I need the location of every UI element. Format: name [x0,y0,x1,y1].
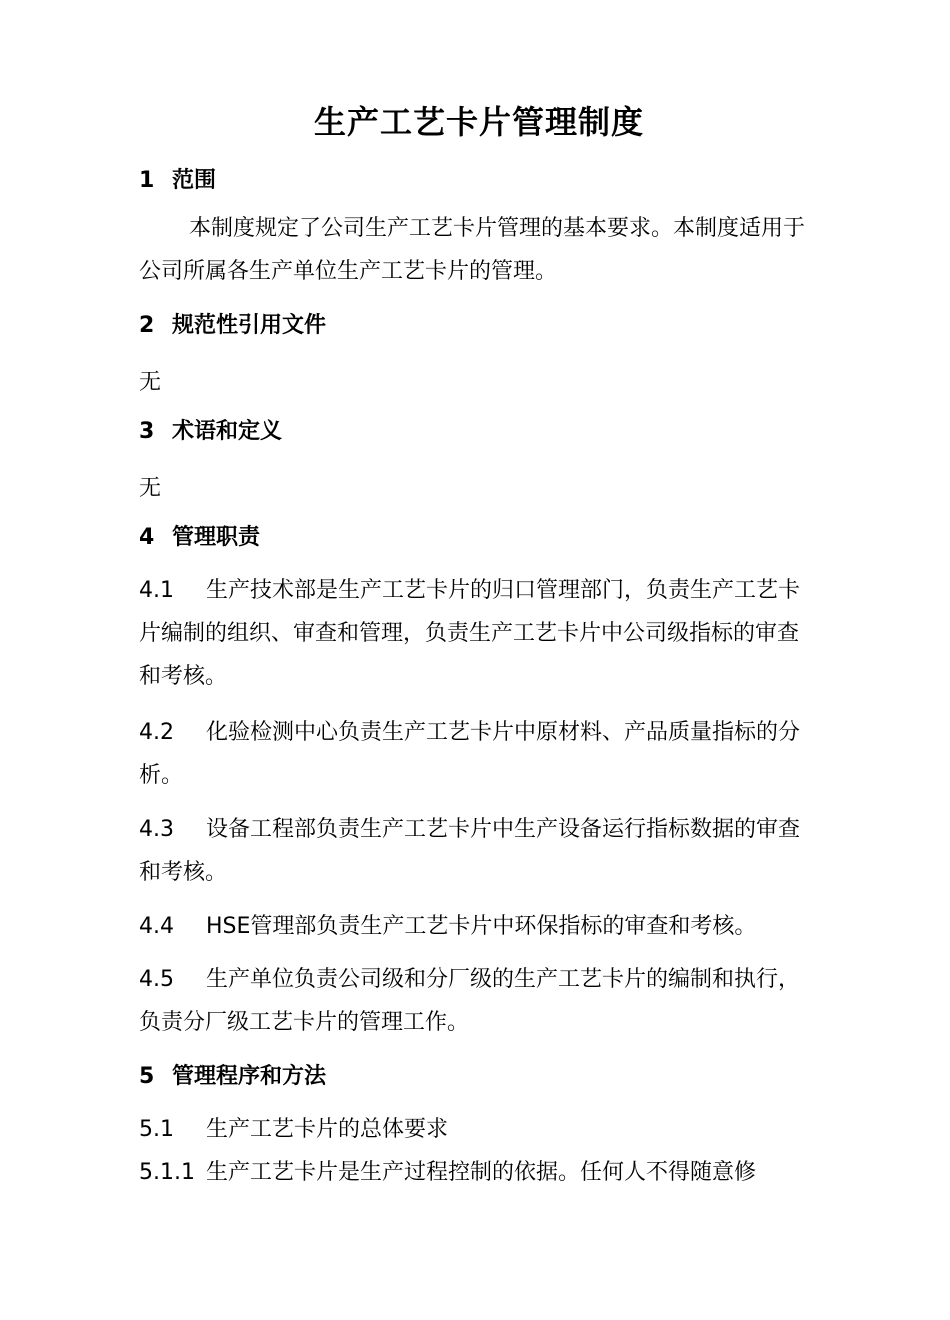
section-number: 4 [139,525,155,550]
item-text: 生产工艺卡片是生产过程控制的依据。任何人不得随意修 [206,1160,757,1185]
section-title: 范围 [172,168,217,193]
item-number: 4.1 [139,578,174,603]
list-item-4-1 [139,569,819,698]
item-number: 4.5 [139,967,174,992]
list-item-4-5 [139,958,819,1044]
item-text: HSE管理部负责生产工艺卡片中环保指标的审查和考核。 [206,914,757,939]
section-body-2: 无 [139,370,162,395]
section-title: 术语和定义 [172,419,283,444]
section-number: 1 [139,168,155,193]
item-number: 4.4 [139,914,174,939]
section-title: 规范性引用文件 [172,313,327,338]
item-text: 生产单位负责公司级和分厂级的生产工艺卡片的编制和执行，负责分厂级工艺卡片的管理工作。 [139,967,801,1035]
list-item-4-4 [139,905,819,948]
item-number: 5.1 [139,1117,174,1142]
section-heading-1 [139,166,216,196]
list-item-4-2 [139,711,819,797]
item-text: 设备工程部负责生产工艺卡片中生产设备运行指标数据的审查和考核。 [139,817,801,885]
section-number: 3 [139,419,155,444]
section-title: 管理程序和方法 [172,1064,327,1089]
item-text: 生产工艺卡片的总体要求 [206,1117,449,1142]
item-number: 5.1.1 [139,1160,195,1185]
section-heading-3 [139,417,282,447]
section-title: 管理职责 [172,525,261,550]
item-number: 4.3 [139,817,174,842]
section-number: 2 [139,313,155,338]
section-heading-2 [139,311,326,341]
item-number: 4.2 [139,720,174,745]
document-title: 生产工艺卡片管理制度 [313,103,644,141]
section-heading-5 [139,1062,326,1092]
item-text: 生产技术部是生产工艺卡片的归口管理部门，负责生产工艺卡片编制的组织、审查和管理，负责生产工艺卡片中公司级指标的审查和考核。 [139,578,801,689]
section-body-1: 本制度规定了公司生产工艺卡片管理的基本要求。本制度适用于公司所属各生产单位生产工艺卡片的管理。 [139,216,806,284]
section-heading-4 [139,523,260,553]
section-number: 5 [139,1064,155,1089]
list-item-5-1 [139,1108,819,1151]
section-body-3: 无 [139,476,162,501]
list-item-5-1-1 [139,1151,819,1194]
list-item-4-3 [139,808,819,894]
item-text: 化验检测中心负责生产工艺卡片中原材料、产品质量指标的分析。 [139,720,801,788]
